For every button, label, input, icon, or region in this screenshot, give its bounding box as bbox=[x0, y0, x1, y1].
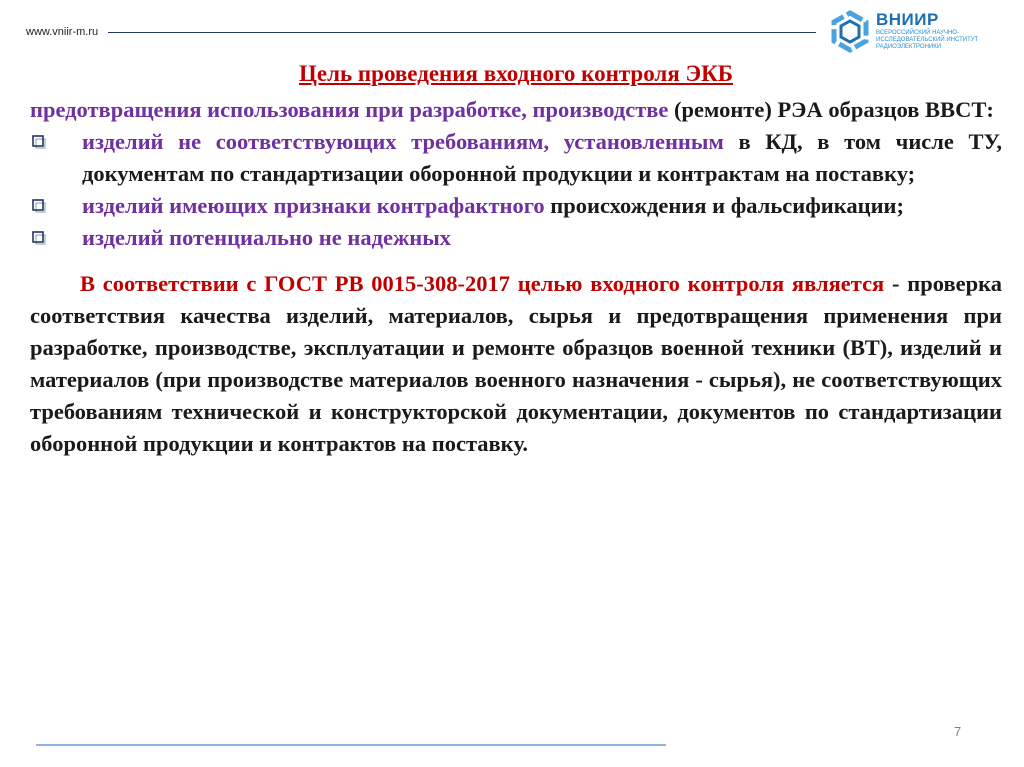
hexagon-ring-logo-icon bbox=[828, 10, 872, 54]
footer-divider bbox=[36, 744, 666, 746]
slide-content bbox=[30, 58, 1002, 483]
list-item bbox=[30, 222, 1002, 254]
checkbox-square-icon bbox=[32, 199, 46, 213]
site-url: www.vniir-m.ru bbox=[26, 26, 99, 38]
list-item bbox=[30, 126, 1002, 190]
intro-black-text: (ремонте) РЭА образцов ВВСТ: bbox=[668, 97, 994, 122]
page-number: 7 bbox=[954, 724, 962, 739]
list-item-purple-text: изделий потенциально не надежных bbox=[82, 225, 452, 250]
list-item bbox=[30, 190, 1002, 222]
slide-title: Цель проведения входного контроля ЭКБ bbox=[299, 61, 733, 86]
gost-black-text: - проверка соответствия качества изделий, материалов, сырья и предотвращения применения при разработке, производстве, эксплуатации и ремонте образцов военной техники (ВТ), изделий и материалов (при производстве материалов военного назначения - сырья), не соответствующих требованиям технической и конструкторской документации, документов по стандартизации оборонной продукции и контрактов на поставку. bbox=[30, 271, 1002, 456]
intro-purple-text: предотвращения использования при разработке, производстве bbox=[30, 97, 669, 122]
organization-logo bbox=[828, 8, 1008, 56]
checkbox-square-icon bbox=[32, 135, 46, 149]
header-divider bbox=[108, 32, 816, 33]
list-item-purple-text: изделий имеющих признаки контрафактного bbox=[82, 193, 545, 218]
logo-subtitle: ВСЕРОССИЙСКИЙ НАУЧНО-ИССЛЕДОВАТЕЛЬСКИЙ ИНСТИТУТ РАДИОЭЛЕКТРОНИКИ bbox=[876, 30, 979, 50]
gost-red-text: В соответствии с ГОСТ РВ 0015-308-2017 целью входного контроля является bbox=[80, 271, 885, 296]
list-item-black-text: происхождения и фальсификации; bbox=[544, 193, 904, 218]
list-item-purple-text: изделий не соответствующих требованиям, установленным bbox=[82, 129, 724, 154]
goal-list bbox=[30, 126, 1002, 254]
logo-name: ВНИИР bbox=[876, 10, 939, 29]
intro-paragraph bbox=[30, 94, 1002, 126]
checkbox-square-icon bbox=[32, 231, 46, 245]
list-item-black-text: в КД, в том числе ТУ, документам по стандартизации оборонной продукции и контрактам на поставку; bbox=[82, 129, 1002, 186]
gost-paragraph bbox=[30, 268, 1002, 460]
